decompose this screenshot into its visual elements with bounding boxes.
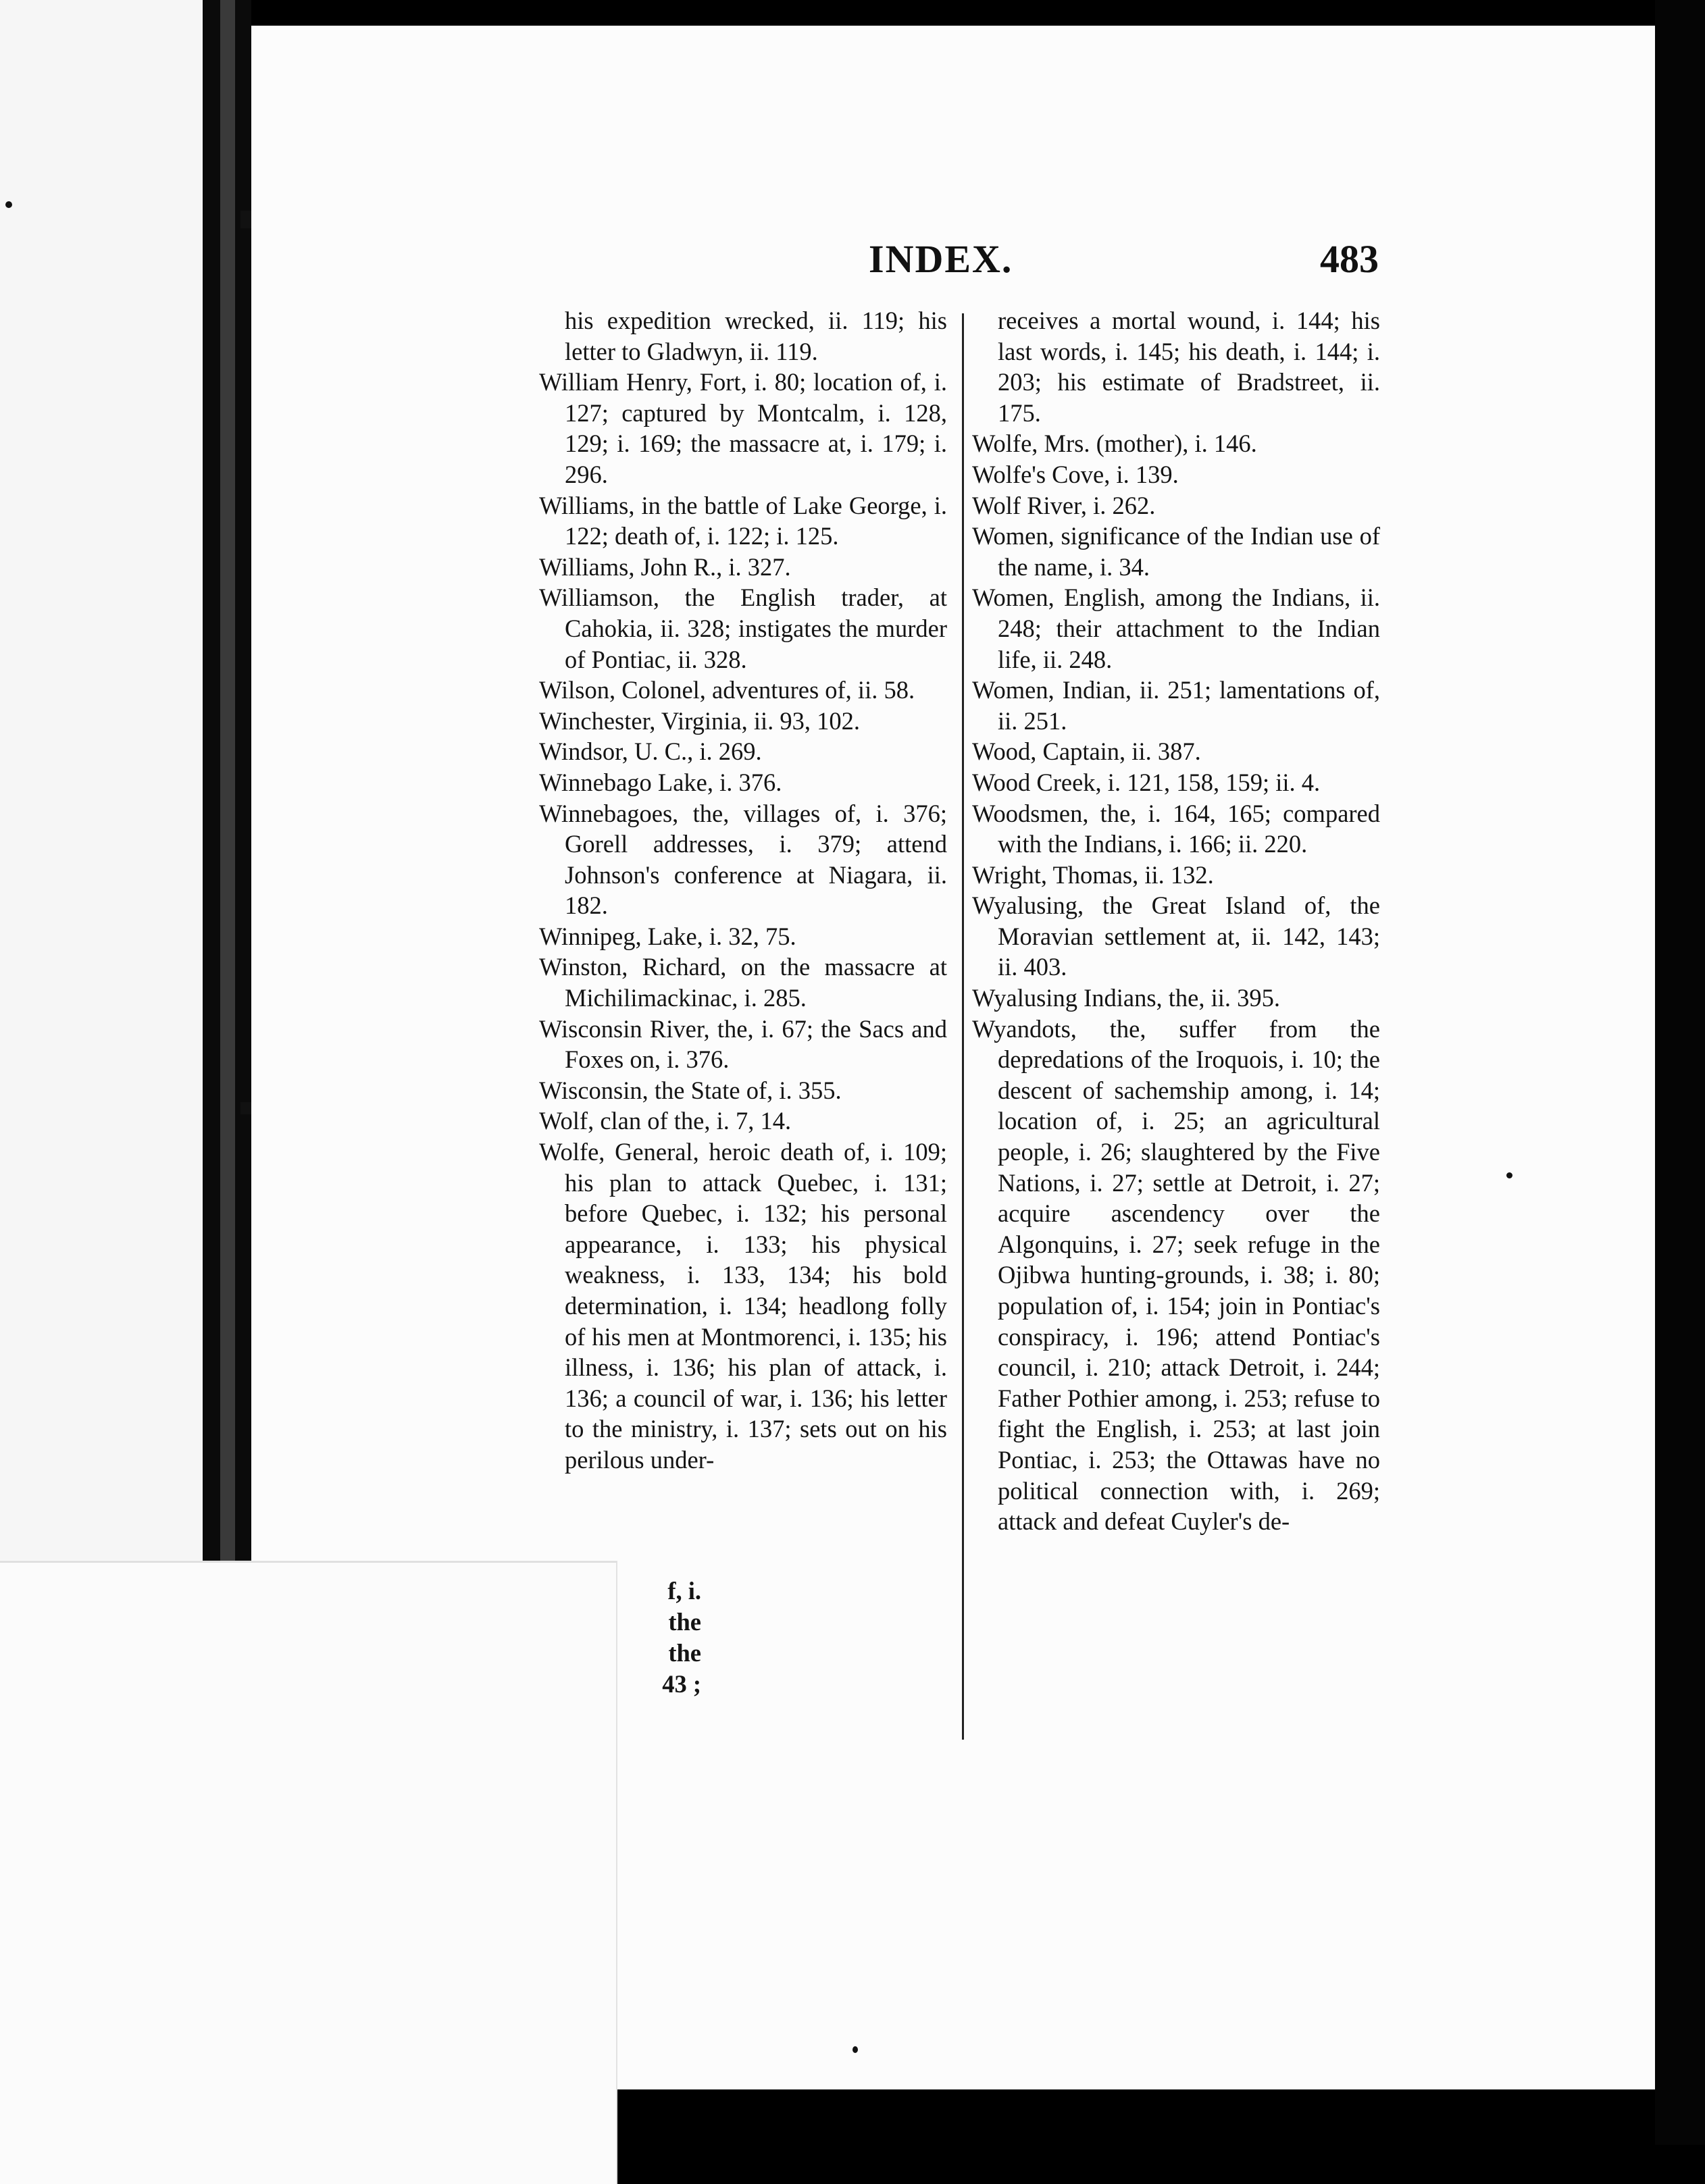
peek-fragment: the — [668, 1639, 701, 1667]
index-column-right — [972, 305, 1380, 1537]
index-entry: Woodsmen, the, i. 164, 165; compared with the Indians, i. 166; ii. 220. — [972, 799, 1380, 858]
peek-fragment: 43 ; — [662, 1670, 701, 1698]
index-entry: Wisconsin, the State of, i. 355. — [539, 1076, 842, 1104]
index-entry: Wolfe, Mrs. (mother), i. 146. — [972, 430, 1257, 458]
index-entry: Winston, Richard, on the massacre at Michilimackinac, i. 285. — [539, 953, 947, 1012]
index-entry: Windsor, U. C., i. 269. — [539, 737, 762, 766]
index-entry: Wisconsin River, the, i. 67; the Sacs and Foxes on, i. 376. — [539, 1014, 947, 1074]
speck — [852, 2046, 858, 2053]
index-entry: Wyalusing, the Great Island of, the Moravian settlement at, ii. 142, 143; ii. 403. — [972, 891, 1380, 981]
spine-mark — [240, 211, 251, 228]
page-title: INDEX. — [869, 237, 1013, 281]
index-column-left — [539, 305, 947, 1476]
index-entry: Wolfe's Cove, i. 139. — [972, 460, 1179, 488]
index-entry: Wood Creek, i. 121, 158, 159; ii. 4. — [972, 768, 1321, 796]
index-entry: Wolf River, i. 262. — [972, 491, 1156, 519]
peek-fragment: the — [668, 1608, 701, 1636]
index-entry: Wyalusing Indians, the, ii. 395. — [972, 984, 1281, 1012]
page-header — [251, 236, 1655, 311]
speck — [1506, 1172, 1512, 1178]
index-entry: Winnebago Lake, i. 376. — [539, 768, 782, 796]
index-entry: Winnipeg, Lake, i. 32, 75. — [539, 922, 796, 950]
index-entry: receives a mortal wound, i. 144; his last words, i. 145; his death, i. 144; i. 203; his estimate of Bradstreet, ii. 175. — [998, 307, 1380, 427]
index-entry: Wilson, Colonel, adventures of, ii. 58. — [539, 676, 915, 704]
index-entry: his expedition wrecked, ii. 119; his letter to Gladwyn, ii. 119. — [565, 307, 947, 365]
overlaid-paper-slip — [0, 1561, 617, 2184]
index-entry: Wolf, clan of the, i. 7, 14. — [539, 1107, 792, 1135]
index-entry: Wood, Captain, ii. 387. — [972, 737, 1201, 766]
index-entry: William Henry, Fort, i. 80; location of, i. 127; captured by Montcalm, i. 128, 129; i. 169; the massacre at, i. 179; i. 296. — [539, 368, 947, 488]
index-entry: Williams, John R., i. 327. — [539, 552, 791, 581]
index-entry: Wyandots, the, suffer from the depredations of the Iroquois, i. 10; the descent of sachemship among, i. 14; location of, i. 25; an agricultural people, i. 26; slaughtered by the Five Nations, i. 27; settle at Detroit, i. 27; acquire ascendency over the Algonquins, i. 27; seek refuge in the Ojibwa hunting-grounds, i. 38; i. 80; population of, i. 154; join in Pontiac's conspiracy, i. 196; attend Pontiac's council, i. 210; attack Detroit, i. 244; Father Pothier among, i. 253; refuse to fight the English, i. 253; at last join Pontiac, i. 253; the Ottawas have no political connection with, i. 269; attack and defeat Cuyler's de- — [972, 1014, 1380, 1536]
index-entry: Women, significance of the Indian use of the name, i. 34. — [972, 522, 1380, 581]
index-entry: Wright, Thomas, ii. 132. — [972, 860, 1214, 889]
index-entry: Wolfe, General, heroic death of, i. 109; his plan to attack Quebec, i. 131; before Quebec, i. 132; his personal appearance, i. 133; his physical weakness, i. 133, 134; his bold determination, i. 134; headlong folly of his men at Montmorenci, i. 135; his illness, i. 136; his plan of attack, i. 136; a council of war, i. 136; his letter to the ministry, i. 137; sets out on his perilous under- — [539, 1138, 947, 1474]
index-entry: Women, English, among the Indians, ii. 248; their attachment to the Indian life, ii. 248. — [972, 583, 1380, 673]
index-entry: Winchester, Virginia, ii. 93, 102. — [539, 706, 861, 735]
right-scan-border — [1655, 0, 1705, 2145]
speck — [5, 201, 12, 208]
peek-fragment: f, i. — [667, 1577, 701, 1605]
index-entry: Williams, in the battle of Lake George, i. 122; death of, i. 122; i. 125. — [539, 491, 947, 550]
column-divider — [962, 313, 964, 1740]
index-entry: Winnebagoes, the, villages of, i. 376; Gorell addresses, i. 379; attend Johnson's conference at Niagara, ii. 182. — [539, 799, 947, 920]
index-entry: Williamson, the English trader, at Cahokia, ii. 328; instigates the murder of Pontiac, ii. 328. — [539, 583, 947, 673]
spine-mark — [240, 1102, 251, 1114]
page-number: 483 — [1320, 237, 1379, 281]
index-entry: Women, Indian, ii. 251; lamentations of, ii. 251. — [972, 676, 1380, 735]
